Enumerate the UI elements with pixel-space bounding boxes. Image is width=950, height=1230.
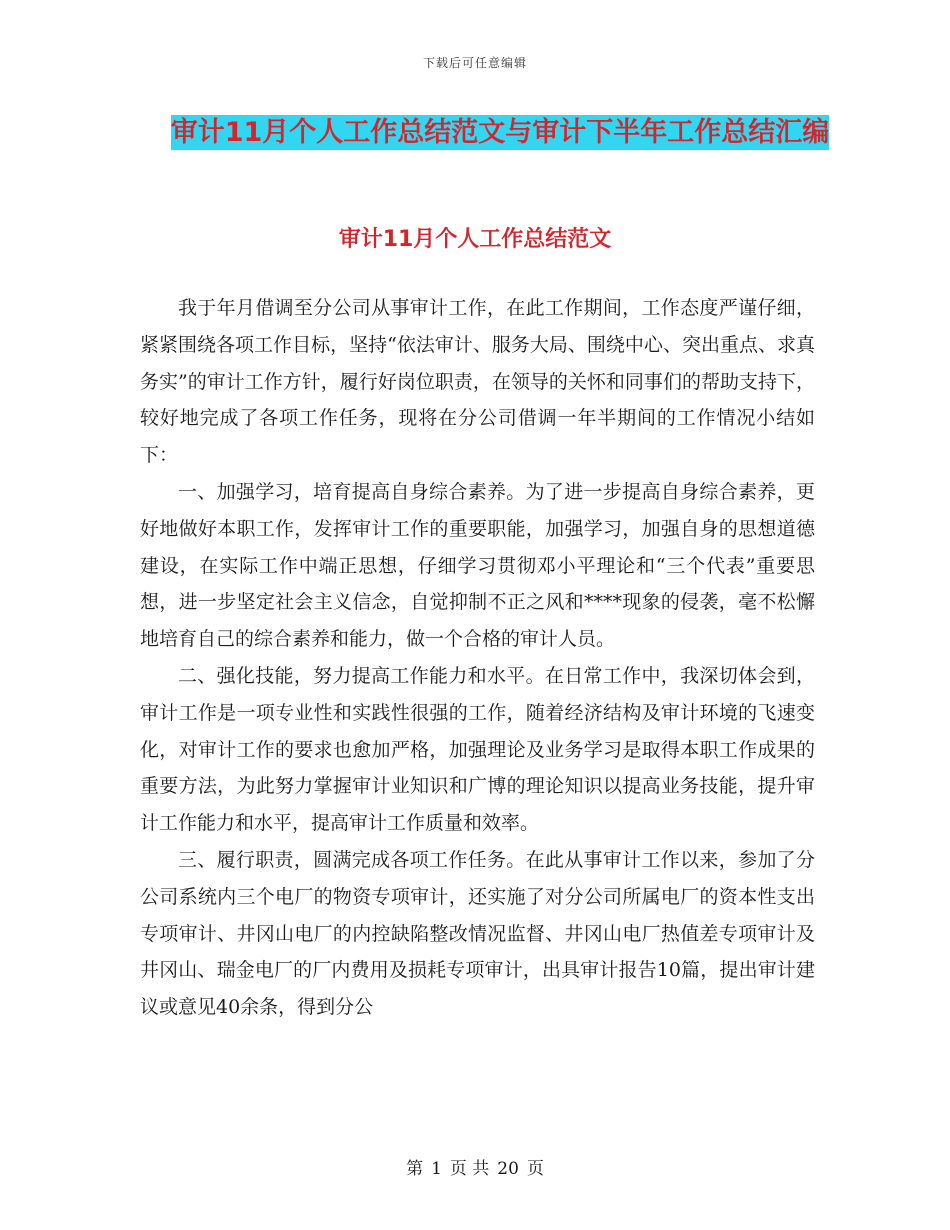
- footer-suffix: 页: [526, 1159, 544, 1179]
- footer-middle: 页 共: [449, 1159, 490, 1179]
- document-title-block: [150, 110, 850, 156]
- footer-total-pages: 20: [497, 1159, 519, 1179]
- paragraph-skills: 二、强化技能，努力提高工作能力和水平。在日常工作中，我深切体会到，审计工作是一项专业性和实践性很强的工作，随着经济结构及审计环境的飞速变化，对审计工作的要求也愈加严格，加强理论及业务学习是取得本职工作成果的重要方法，为此努力掌握审计业知识和广博的理论知识以提高业务技能，提升审计工作能力和水平，提高审计工作质量和效率。: [140, 664, 815, 835]
- page-header-note: 下载后可任意编辑: [422, 56, 527, 70]
- footer-page-number: 1: [431, 1159, 442, 1179]
- paragraph-duties: 三、履行职责，圆满完成各项工作任务。在此从事审计工作以来，参加了分公司系统内三个电厂的物资专项审计，还实施了对分公司所属电厂的资本性支出专项审计、井冈山电厂的内控缺陷整改情况监督、井冈山电厂热值差专项审计及井冈山、瑞金电厂的厂内费用及损耗专项审计，出具审计报告10篇，提出审计建议或意见40余条，得到分公: [140, 848, 815, 1019]
- footer-prefix: 第: [406, 1159, 424, 1179]
- document-title: 审计11月个人工作总结范文与审计下半年工作总结汇编: [170, 117, 830, 148]
- page-footer: [0, 1154, 950, 1179]
- section-title: 审计11月个人工作总结范文: [338, 227, 612, 252]
- paragraph-study: 一、加强学习，培育提高自身综合素养。为了进一步提高自身综合素养，更好地做好本职工作，发挥审计工作的重要职能，加强学习，加强自身的思想道德建设，在实际工作中端正思想，仔细学习贯彻邓小平理论和“三个代表”重要思想，进一步坚定社会主义信念，自觉抑制不正之风和****现象的侵袭，毫不松懈地培育自己的综合素养和能力，做一个合格的审计人员。: [140, 480, 815, 651]
- document-body: [140, 290, 815, 1026]
- paragraph-intro: 我于年月借调至分公司从事审计工作，在此工作期间，工作态度严谨仔细，紧紧围绕各项工作目标，坚持“依法审计、服务大局、围绕中心、突出重点、求真务实”的审计工作方针，履行好岗位职责，在领导的关怀和同事们的帮助支持下，较好地完成了各项工作任务，现将在分公司借调一年半期间的工作情况小结如下：: [140, 297, 815, 467]
